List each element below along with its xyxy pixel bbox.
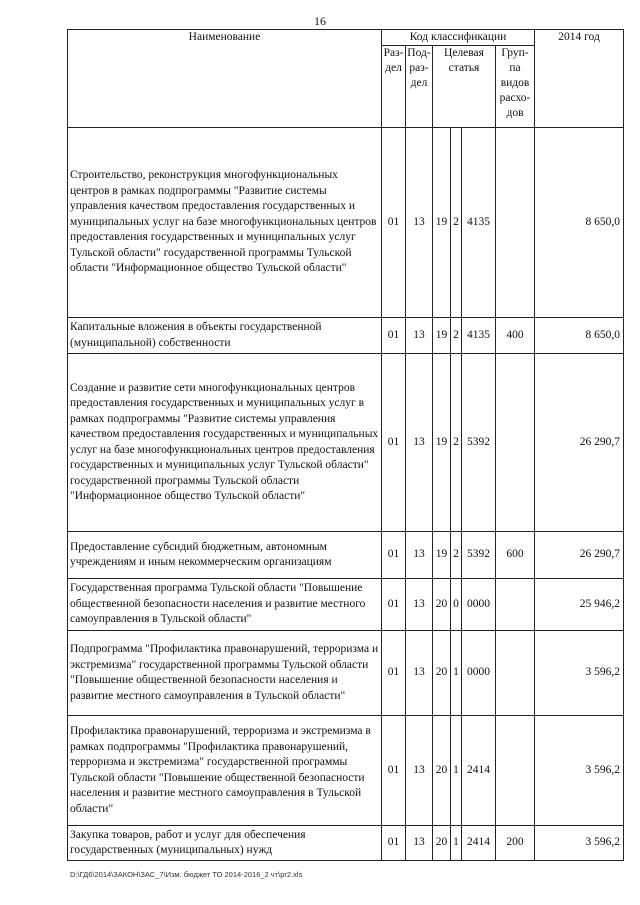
row-razdel: 01 [382, 532, 406, 579]
row-razdel: 01 [382, 631, 406, 716]
row-name: Капитальные вложения в объекты государственной (муниципальной) собственности [68, 318, 382, 354]
row-razdel: 01 [382, 128, 406, 318]
row-amount: 26 290,7 [535, 354, 624, 532]
row-target-subprogram: 0 [451, 579, 462, 631]
row-podrazdel: 13 [406, 128, 433, 318]
row-name: Закупка товаров, работ и услуг для обеспечения государственных (муниципальных) нужд [68, 826, 382, 861]
row-razdel: 01 [382, 716, 406, 826]
row-amount: 8 650,0 [535, 128, 624, 318]
row-razdel: 01 [382, 579, 406, 631]
row-name: Государственная программа Тульской области "Повышение общественной безопасности населения и развитие местного самоуправления в Тульской области" [68, 579, 382, 631]
col-header-podrazdel: Под-раз-дел [406, 46, 433, 128]
row-razdel: 01 [382, 826, 406, 861]
row-target-item: 4135 [462, 128, 496, 318]
table-row [68, 532, 624, 579]
row-expense-group: 600 [496, 532, 535, 579]
row-target-program: 20 [433, 826, 451, 861]
row-podrazdel: 13 [406, 579, 433, 631]
table-row [68, 826, 624, 861]
row-expense-group [496, 716, 535, 826]
row-expense-group: 400 [496, 318, 535, 354]
col-header-celevaya: Целевая статья [433, 46, 496, 128]
row-target-program: 19 [433, 128, 451, 318]
budget-table [67, 29, 624, 861]
row-expense-group [496, 631, 535, 716]
col-header-year: 2014 год [535, 30, 624, 128]
row-name: Подпрограмма "Профилактика правонарушений, терроризма и экстремизма" государственной программы Тульской области "Повышение общественной безопасности населения и развитие местного самоуправления в Тульской области" [68, 631, 382, 716]
row-expense-group [496, 354, 535, 532]
col-header-razdel: Раз-дел [382, 46, 406, 128]
row-target-program: 19 [433, 318, 451, 354]
row-target-subprogram: 2 [451, 128, 462, 318]
row-amount: 26 290,7 [535, 532, 624, 579]
row-target-subprogram: 2 [451, 354, 462, 532]
table-row [68, 716, 624, 826]
file-path-footer: D:\ГД6\2014\ЗАКОН\ЗАС_7\Изм. бюджет ТО 2014-2016_2 чт\pr2.xls [70, 870, 303, 879]
page-number: 16 [314, 14, 326, 28]
row-target-subprogram: 2 [451, 318, 462, 354]
row-target-item: 0000 [462, 579, 496, 631]
row-podrazdel: 13 [406, 318, 433, 354]
row-target-program: 20 [433, 716, 451, 826]
row-target-subprogram: 1 [451, 716, 462, 826]
row-razdel: 01 [382, 354, 406, 532]
row-target-program: 20 [433, 631, 451, 716]
row-amount: 3 596,2 [535, 631, 624, 716]
row-name: Создание и развитие сети многофункциональных центров предоставления государственных и муниципальных услуг в рамках подпрограммы "Развитие системы управления качеством предоставления государственных и муниципальных услуг на базе многофункциональных центров предоставления государственных и муниципальных услуг Тульской области" государственной программы Тульской области "Информационное общество Тульской области" [68, 354, 382, 532]
row-target-subprogram: 2 [451, 532, 462, 579]
col-header-gruppa: Груп-па видов расхо-дов [496, 46, 535, 128]
row-target-program: 20 [433, 579, 451, 631]
row-razdel: 01 [382, 318, 406, 354]
row-podrazdel: 13 [406, 354, 433, 532]
row-podrazdel: 13 [406, 631, 433, 716]
row-target-subprogram: 1 [451, 631, 462, 716]
row-target-item: 5392 [462, 354, 496, 532]
row-target-item: 2414 [462, 826, 496, 861]
row-expense-group [496, 128, 535, 318]
row-expense-group: 200 [496, 826, 535, 861]
row-expense-group [496, 579, 535, 631]
row-amount: 8 650,0 [535, 318, 624, 354]
col-header-name: Наименование [68, 30, 382, 128]
row-target-program: 19 [433, 354, 451, 532]
table-body [68, 128, 624, 861]
row-target-item: 5392 [462, 532, 496, 579]
row-podrazdel: 13 [406, 532, 433, 579]
table-row [68, 128, 624, 318]
table-row [68, 354, 624, 532]
row-target-program: 19 [433, 532, 451, 579]
row-target-item: 0000 [462, 631, 496, 716]
row-target-item: 4135 [462, 318, 496, 354]
table-row [68, 631, 624, 716]
row-target-item: 2414 [462, 716, 496, 826]
row-name: Предоставление субсидий бюджетным, автономным учреждениям и иным некоммерческим организациям [68, 532, 382, 579]
col-header-code: Код классификации [382, 30, 535, 46]
row-amount: 3 596,2 [535, 716, 624, 826]
row-amount: 25 946,2 [535, 579, 624, 631]
row-podrazdel: 13 [406, 826, 433, 861]
table-row [68, 579, 624, 631]
table-row [68, 318, 624, 354]
row-name: Профилактика правонарушений, терроризма и экстремизма в рамках подпрограммы "Профилактика правонарушений, терроризма и экстремизма" государственной программы Тульской области "Повышение общественной безопасности населения и развитие местного самоуправления в Тульской области" [68, 716, 382, 826]
row-name: Строительство, реконструкция многофункциональных центров в рамках подпрограммы "Развитие системы управления качеством предоставления государственных и муниципальных услуг на базе многофункциональных центров предоставления государственных и муниципальных услуг Тульской области" государственной программы Тульской области "Информационное общество Тульской области" [68, 128, 382, 318]
row-target-subprogram: 1 [451, 826, 462, 861]
row-amount: 3 596,2 [535, 826, 624, 861]
row-podrazdel: 13 [406, 716, 433, 826]
